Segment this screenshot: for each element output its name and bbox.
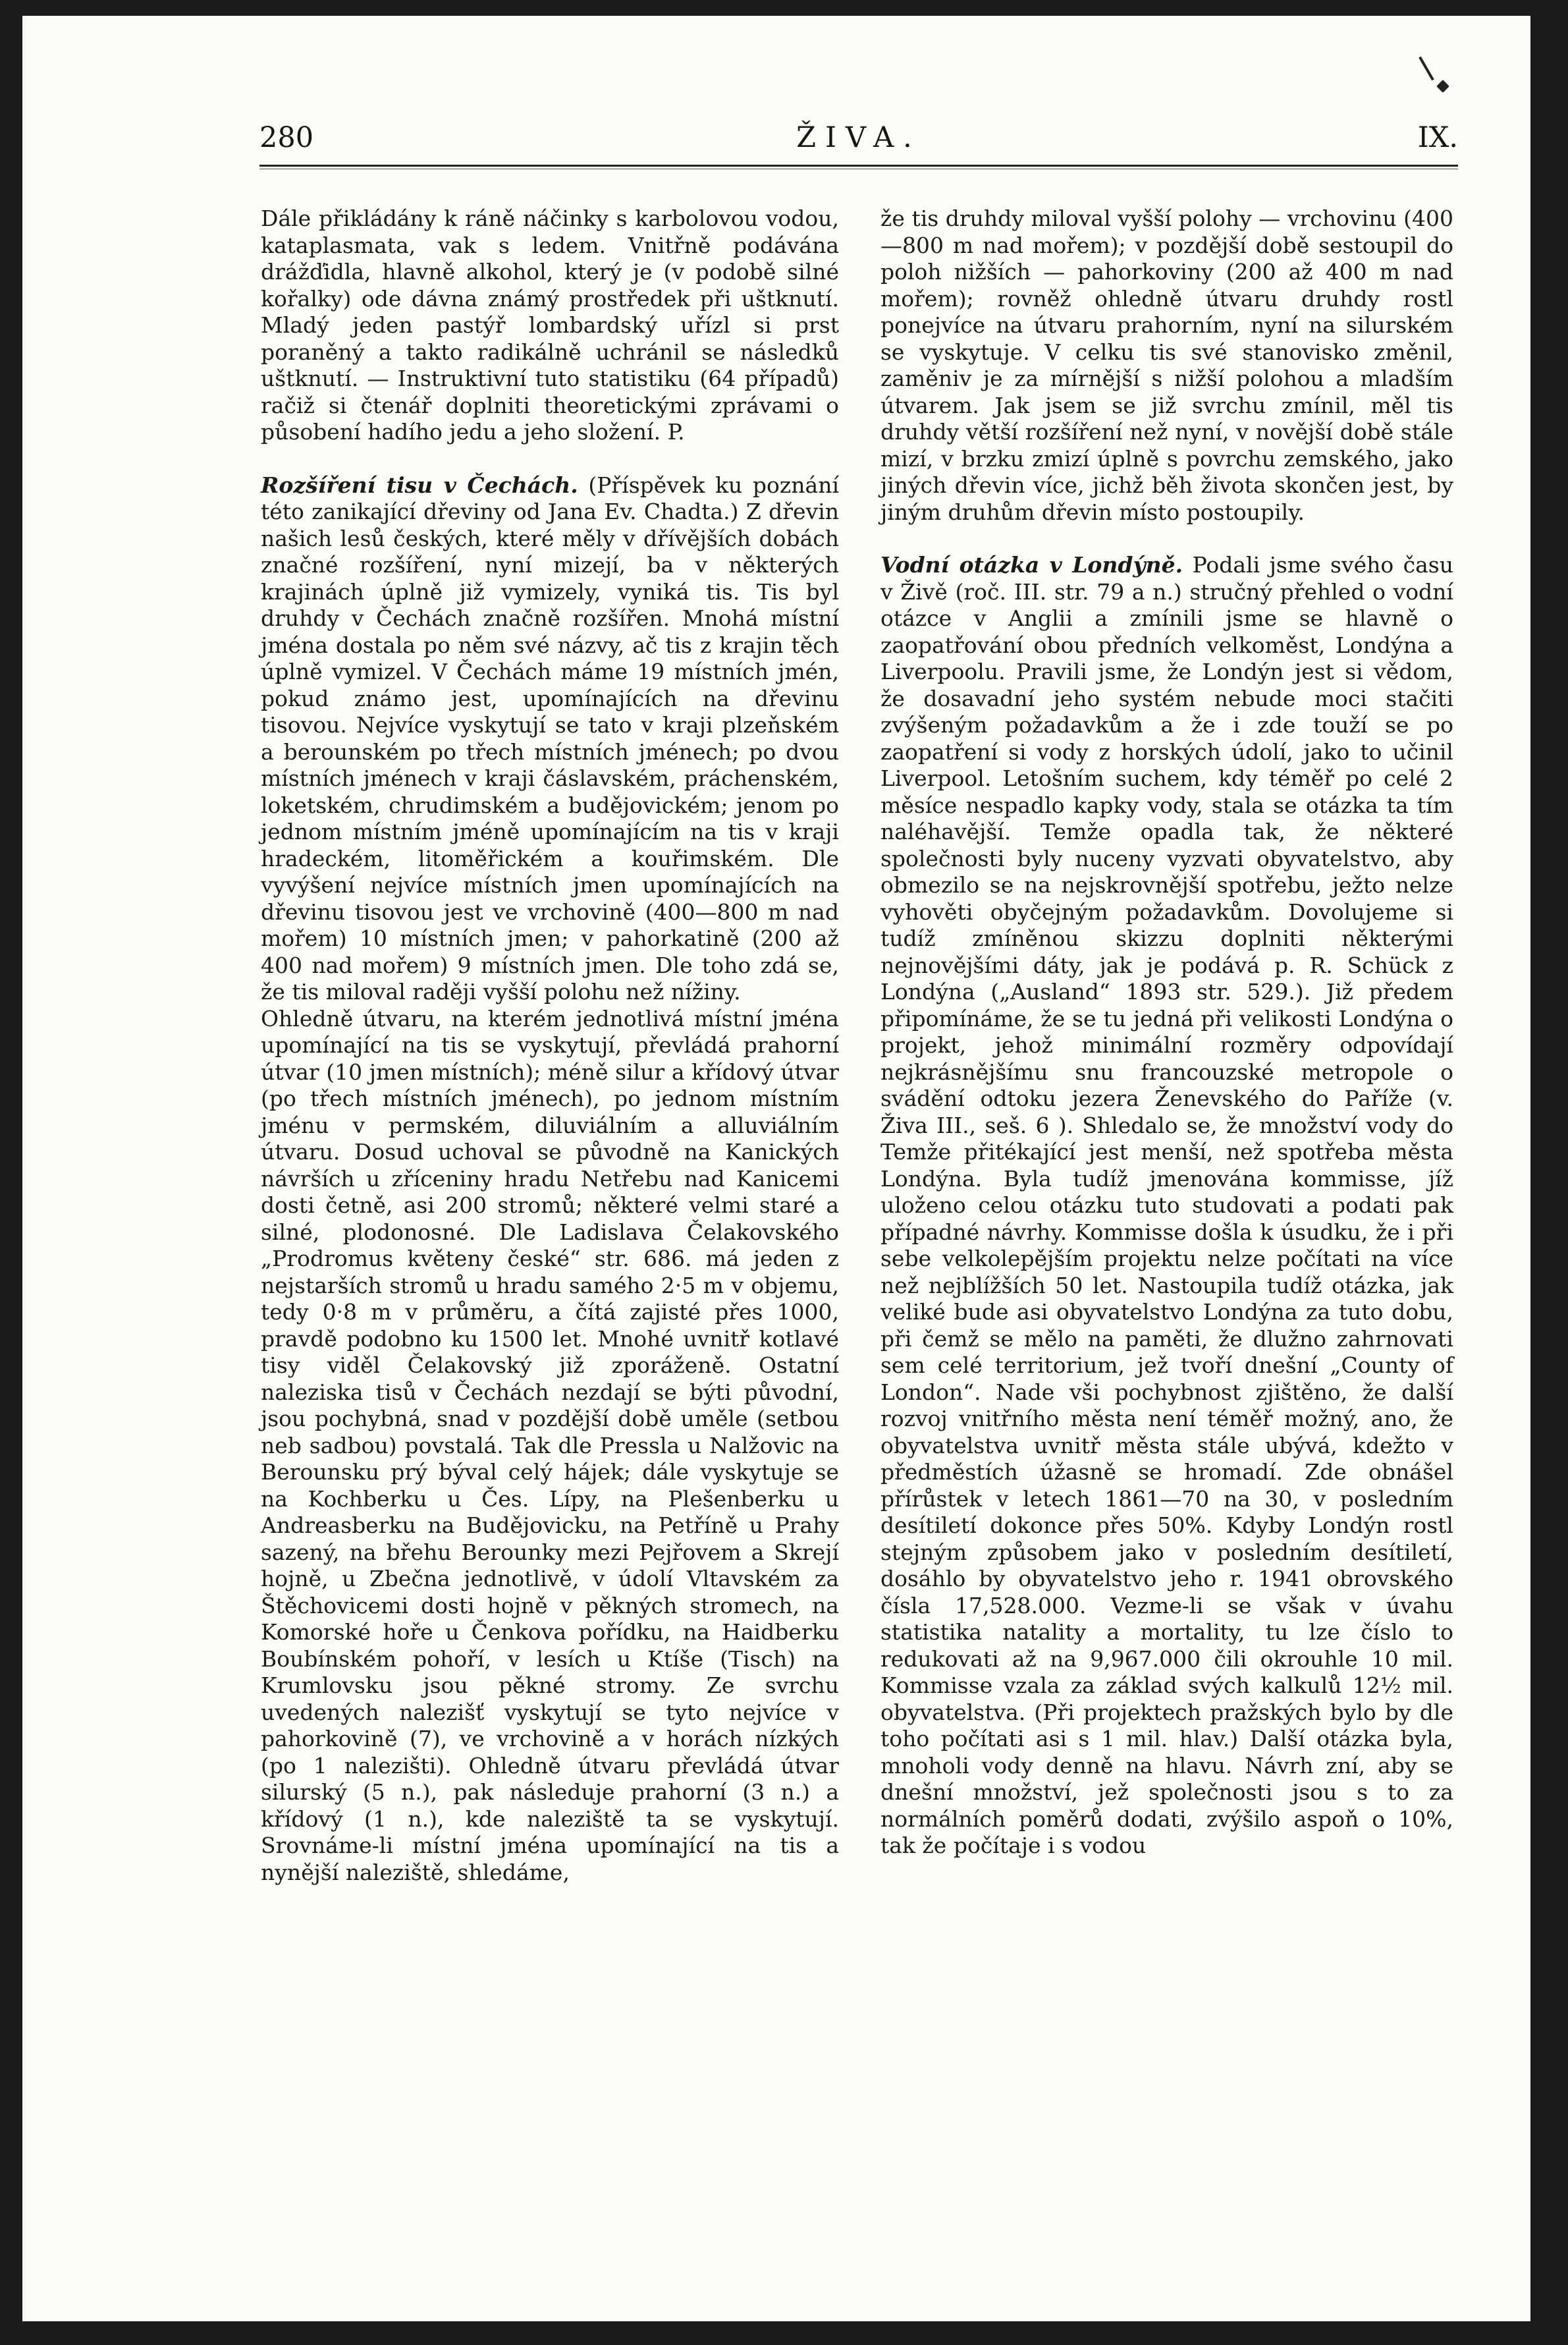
volume-number: IX. — [1417, 121, 1458, 154]
paragraph-snakebite-end: Dále přikládány k ráně náčinky s karbolovou vodou, kataplasmata, vak s ledem. Vnitřně podávána drážďidla, hlavně alkohol, který je (v podobě silné kořalky) ode dávna známý prostředek při uštknutí. Mladý jeden pastýř lombardský uřízl si prst poraněný a takto radikálně uchránil se následků uštknutí. — Instruktivní tuto statistiku (64 případů) račiž si čtenář doplniti theoretickými zprávami o působení hadího jedu a jeho složení. P. — [261, 206, 839, 445]
article-heading-yew: Rozšíření tisu v Čechách. — [261, 472, 578, 498]
book-page — [22, 16, 1530, 2321]
page-number: 280 — [259, 121, 314, 154]
article-heading-london: Vodní otázka v Londýně. — [880, 552, 1183, 578]
journal-title: ŽIVA. — [796, 121, 921, 154]
header-rule — [259, 165, 1458, 169]
paragraph-yew-geology: Ohledně útvaru, na kterém jednotlivá místní jména upomínající na tis se vyskytují, převládá prahorní útvar (10 jmen místních); méně silur a křídový útvar (po třech místních jménech), po jednom místním jménu v permském, diluviálním a alluviálním útvaru. Dosud uchoval se původně na Kanických návrších u zříceniny hradu Netřebu nad Kanicemi dosti četně, asi 200 stromů; některé velmi staré a silné, plodonosné. Dle Ladislava Čelakovského „Prodromus květeny české“ str. 686. má jeden z nejstarších stromů u hradu samého 2·5 m v objemu, tedy 0·8 m v průměru, a čítá zajisté přes 1000, pravdě podobno ku 1500 let. Mnohé uvnitř kotlavé tisy viděl Čelakovský již zporáženě. Ostatní naleziska tisů v Čechách nezdají se býti původní, jsou pochybná, snad v pozdější době uměle (setbou neb sadbou) povstalá. Tak dle Pressla u Nalžovic na Berounsku prý býval celý hájek; dále vyskytuje se na Kochberku u Čes. Lípy, na Plešenberku u Andreasberku na Budějovicku, na Petříně u Prahy sazený, na břehu Berounky mezi Pejřovem a Skrejí hojně, u Zbečna jednotlivě, v údolí Vltavském za Štěchovicemi dosti hojně v pěkných stromech, na Komorské hoře u Čenkova pořídku, na Haidberku Boubínském pohoří, v lesích u Ktíše (Tisch) na Krumlovsku jsou pěkné stromy. Ze svrchu uvedených nalezišť vyskytují se tyto nejvíce v pahorkovině (7), ve vrchovině a v horách nízkých (po 1 nalezišti). Ohledně útvaru převládá útvar silurský (5 n.), pak následuje prahorní (3 n.) a křídový (1 n.), kde naleziště ta se vyskytují. Srovnáme-li místní jména upomínající na tis a nynější naleziště, shledáme, — [261, 1005, 839, 1885]
paragraph-london-water — [880, 552, 1453, 1860]
scan-mark — [1419, 57, 1434, 81]
scan-mark — [1436, 80, 1449, 93]
left-column — [261, 206, 839, 1886]
paragraph-london-water-text: Podali jsme svého času v Živě (roč. III. str. 79 a n.) stručný přehled o vodní otázce v Anglii a zmínili jsme se hlavně o zaopatřování obou předních velkoměst, Londýna a Liverpoolu. Pravili jsme, že Londýn jest si vědom, že dosavadní jeho systém nebude moci stačiti zvýšeným požadavkům a že i zde touží se po zaopatření si vody z horských údolí, jako to učinil Liverpool. Letošním suchem, kdy téměř po celé 2 měsíce nespadlo kapky vody, stala se otázka ta tím naléhavější. Temže opadla tak, že některé společnosti byly nuceny vyzvati obyvatelstvo, aby obmezilo se na nejskrovnější spotřebu, ježto nelze vyhověti obyčejným požadavkům. Dovolujeme si tudíž zmíněnou skizzu doplniti některými nejnovějšími dáty, jak je podává p. R. Schück z Londýna („Ausland“ 1893 str. 529.). Již předem připomínáme, že se tu jedná při velikosti Londýna o projekt, jehož minimální rozměry odpovídají nejkrásnějšímu snu francouzské metropole o svádění odtoku jezera Ženevského do Paříže (v. Živa III., seš. 6 ). Shledalo se, že množství vody do Temže přitékající jest menší, než spotřeba města Londýna. Byla tudíž jmenována kommisse, jíž uloženo celou otázku tuto studovati a podati pak případné návrhy. Kommisse došla k úsudku, že i při sebe velkolepějším projektu nelze počítati na více než nejblížších 50 let. Nastoupila tudíž otázka, jak veliké bude asi obyvatelstvo Londýna za tuto dobu, při čemž se mělo na paměti, že dlužno zahrnovati sem celé territorium, jež tvoří dnešní „County of London“. Nade vši pochybnost zjištěno, že další rozvoj vnitřního města není téměř možný, ano, že obyvatelstva uvnitř města stále ubývá, kdežto v předměstích úžasně se hromadí. Zde obnášel přírůstek v letech 1861—70 na 30, v posledním desítiletí dokonce přes 50%. Kdyby Londýn rostl stejným způsobem jako v posledním desítiletí, dosáhlo by obyvatelstvo jeho r. 1941 obrovského čísla 17,528.000. Vezme-li se však v úvahu statistika natality a mortality, tu lze číslo to redukovati až na 9,967.000 čili okrouhle 10 mil. Kommisse vzala za základ svých kalkulů 12½ mil. obyvatelstva. (Při projektech pražských bylo by dle toho počítati asi s 1 mil. hlav.) Další otázka byla, mnoholi vody denně na hlavu. Návrh zní, aby se dnešní množství, jež společnosti jsou s to za normálních poměrů dodati, zvýšilo aspoň o 10%, tak že počítaje i s vodou — [880, 552, 1453, 1858]
right-column — [880, 206, 1453, 1860]
paragraph-yew-intro-text: (Příspěvek ku poznání této zanikající dřeviny od Jana Ev. Chadta.) Z dřevin našich lesů českých, které měly v dřívějších dobách značné rozšíření, nyní mizejí, ba v některých krajinách úplně již vymizely, vyniká tis. Tis byl druhdy v Čechách značně rozšířen. Mnohá místní jména dostala po něm své názvy, ač tis z krajin těch úplně vymizel. V Čechách máme 19 místních jmén, pokud známo jest, upomínajících na dřevinu tisovou. Nejvíce vyskytují se tato v kraji plzeňském a berounském po třech místních jménech; po dvou místních jménech v kraji čáslavském, práchenském, loketském, chrudimském a budějovickém; jenom po jednom místním jméně upomínajícím na tis v kraji hradeckém, litoměřickém a kouřimském. Dle vyvýšení nejvíce místních jmen upomínajících na dřevinu tisovou jest ve vrchovině (400—800 m nad mořem) 10 místních jmen; v pahorkatině (200 až 400 nad mořem) 9 místních jmen. Dle toho zdá se, že tis miloval raději vyšší polohu než nížiny. — [261, 472, 839, 1005]
paragraph-yew-intro — [261, 472, 839, 1006]
paragraph-yew-conclusion: že tis druhdy miloval vyšší polohy — vrchovinu (400—800 m nad mořem); v pozdější době sestoupil do poloh nižších — pahorkoviny (200 až 400 m nad mořem); rovněž ohledně útvaru druhdy rostl ponejvíce na útvaru prahorním, nyní na silurském se vyskytuje. V celku tis své stanovisko změnil, zaměniv je za mírnější s nižší polohou a mladším útvarem. Jak jsem se již svrchu zmínil, měl tis druhdy větší rozšíření než nyní, v novější době stále mizí, v brzku zmizí úplně s povrchu zemského, jako jiných dřevin více, jichž běh života skončen jest, by jiným druhům dřevin místo postoupily. — [880, 206, 1453, 525]
running-header — [259, 121, 1458, 161]
